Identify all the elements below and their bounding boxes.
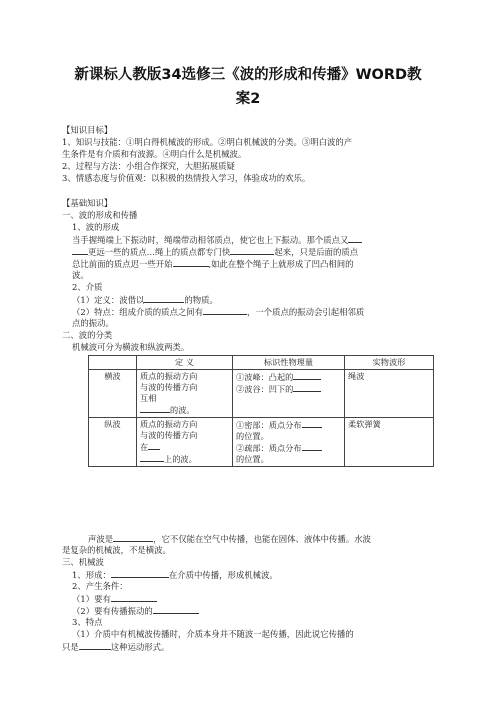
example-cell: 柔软弹簧 (345, 418, 434, 467)
fill-blank[interactable] (111, 593, 157, 602)
paragraph-text: （1）定义：波借以 (72, 295, 145, 305)
cell-line (236, 442, 341, 454)
cell-line: 质点的振动方向 (140, 371, 198, 381)
paragraph-text: 这种运动形式。 (110, 642, 170, 652)
fill-blank[interactable] (140, 453, 164, 462)
sound-wave-line-cont: 是复杂的机械波，不是横波。 (62, 545, 171, 555)
fill-blank[interactable] (140, 404, 170, 413)
fill-blank[interactable] (72, 246, 88, 255)
fill-blank[interactable] (148, 441, 160, 450)
table-header-cell: 实物波形 (345, 356, 434, 370)
table-header-cell: 定 义 (137, 356, 233, 370)
medium-feature-cont: 点的振动。 (72, 318, 114, 328)
paragraph-text: 的物质。 (184, 295, 218, 305)
sound-wave-line (88, 533, 371, 545)
goals-header: 【知识目标】 (62, 125, 113, 135)
cell-text: 在 (140, 442, 149, 452)
example-cell: 绳波 (345, 370, 434, 418)
cell-line: 与波的传播方向 (140, 382, 198, 392)
cell-line (140, 441, 229, 453)
paragraph-text: 在介质中传播，形成机械波。 (168, 570, 278, 580)
goal-item-1a: 1、知识与技能：①明白得机械波的形成。②明白机械波的分类。③明白波的产 (62, 137, 353, 147)
feature-1-cont (62, 641, 169, 653)
subsection-1-2: 2、介质 (72, 282, 103, 292)
marker-cell (233, 418, 345, 467)
document-title-line2: 案2 (235, 91, 261, 107)
cell-text: ②波谷：凹下的 (236, 384, 294, 394)
cell-line: 的位置。 (236, 454, 269, 464)
fill-blank[interactable] (293, 383, 321, 392)
feature-1: （1）介质中有机械波传播时，介质本身并不随波一起传播，因此说它传播的 (72, 629, 354, 639)
paragraph-text: 1、形成： (72, 570, 111, 580)
paragraph-line (72, 246, 358, 258)
formation-line (72, 569, 278, 581)
cell-text: 的波。 (170, 405, 195, 415)
basics-header: 【基础知识】 (62, 198, 113, 208)
wave-type-cell: 纵波 (89, 418, 137, 467)
table-header-row (89, 356, 434, 370)
subsection-1-1: 1、波的形成 (72, 222, 120, 232)
paragraph-text: ，它不仅能在空气中传播，也能在固体、液体中传播。水波 (153, 534, 371, 544)
cell-text: ①波峰：凸起的 (236, 372, 294, 382)
condition-1 (72, 593, 157, 605)
fill-blank[interactable] (153, 605, 199, 614)
fill-blank[interactable] (79, 641, 111, 650)
fill-blank[interactable] (173, 258, 209, 267)
paragraph-text: 总比前面的质点迟一些开始 (72, 259, 173, 269)
paragraph-text: （2）要有传播振动的 (72, 606, 153, 616)
marker-cell (233, 370, 345, 418)
paragraph-text: 当手握绳端上下振动时，绳端带动相邻质点，使它也上下振动。那个质点又 (72, 235, 349, 245)
paragraph-text: 起来，只是后面的质点 (274, 247, 359, 257)
paragraph-text: 更远一些的质点…绳上的质点都专门快 (88, 247, 231, 257)
goal-item-1b: 生条件是有介质和有波源。④明白什么是机械波。 (62, 149, 247, 159)
goal-item-3: 3、情感态度与价值观：以积极的热情投入学习，体验成功的欢乐。 (62, 173, 311, 183)
table-row-longitudinal (89, 418, 434, 467)
table-header-cell: 标识性物理量 (233, 356, 345, 370)
fill-blank[interactable] (111, 569, 169, 578)
fill-blank[interactable] (203, 306, 247, 315)
cell-line (236, 419, 341, 431)
fill-blank[interactable] (230, 246, 274, 255)
wave-type-cell: 横波 (89, 370, 137, 418)
fill-blank[interactable] (293, 371, 321, 380)
cell-line (140, 404, 229, 416)
definition-cell (137, 370, 233, 418)
medium-definition (72, 294, 218, 306)
paragraph-line (72, 234, 362, 246)
section-3-heading: 三、机械波 (62, 557, 104, 567)
cell-line: 互相 (140, 393, 157, 403)
section-1-heading: 一、波的形成和传播 (62, 210, 138, 220)
features-heading: 3、特点 (72, 617, 103, 627)
table-header-cell (89, 356, 137, 370)
condition-2 (72, 605, 199, 617)
cell-line (236, 383, 341, 395)
fill-blank[interactable] (302, 419, 322, 428)
paragraph-text: 只是 (62, 642, 79, 652)
cell-line: 质点的振动方向 (140, 419, 198, 429)
cell-text: 上的波。 (164, 454, 197, 464)
wave-classification-intro: 机械波可分为横波和纵波两类。 (72, 342, 190, 352)
fill-blank[interactable] (348, 234, 362, 243)
paragraph-line: 波。 (72, 270, 89, 280)
table-row-transverse (89, 370, 434, 418)
fill-blank[interactable] (302, 442, 322, 451)
section-2-heading: 二、波的分类 (62, 330, 113, 340)
wave-classification-table (88, 355, 434, 467)
paragraph-text: （1）要有 (72, 594, 111, 604)
paragraph-line (72, 258, 354, 270)
paragraph-text: ,如此在整个绳子上就形成了凹凸相间的 (208, 259, 354, 269)
definition-cell (137, 418, 233, 467)
cell-text: ①密部：质点分布 (236, 420, 302, 430)
conditions-heading: 2、产生条件： (72, 581, 128, 591)
paragraph-text: 声波是 (88, 534, 114, 544)
fill-blank[interactable] (113, 533, 153, 542)
cell-text: ②疏部：质点分布 (236, 443, 302, 453)
paragraph-text: （2）特点：组成介质的质点之间有 (72, 307, 203, 317)
cell-line: 的位置。 (236, 431, 269, 441)
fill-blank[interactable] (144, 294, 184, 303)
paragraph-text: ，一个质点的振动会引起相邻质 (246, 307, 365, 317)
cell-line: 与波的传播方向 (140, 430, 198, 440)
goal-item-2: 2、过程与方法：小组合作探究，大胆拓展质疑 (62, 161, 235, 171)
medium-feature (72, 306, 364, 318)
cell-line (236, 371, 341, 383)
document-title-line1: 新课标人教版34选修三《波的形成和传播》WORD教 (74, 67, 422, 83)
cell-line (140, 453, 229, 465)
